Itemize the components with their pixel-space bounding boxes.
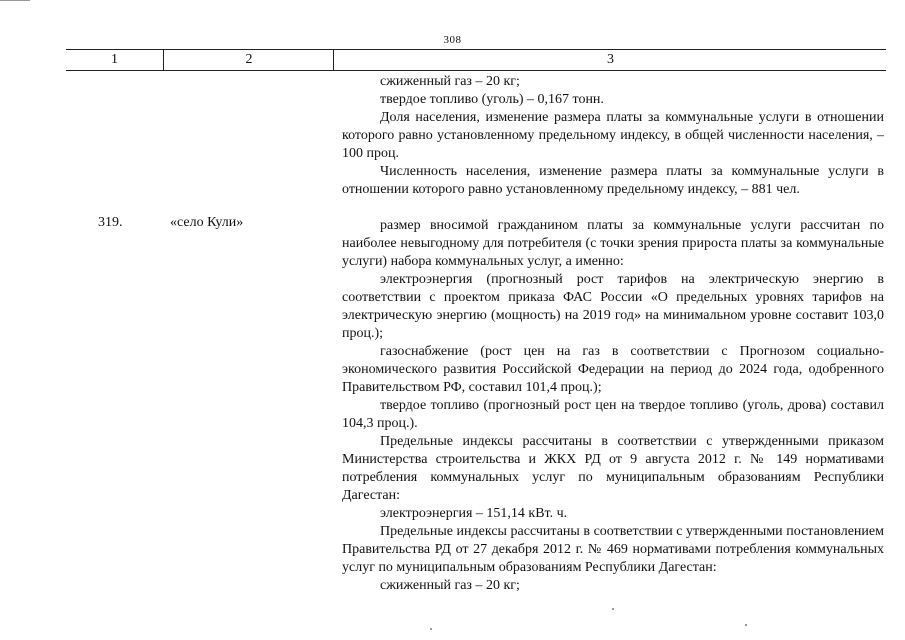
table-header-col-3: 3 xyxy=(333,50,887,70)
paragraph-payment-size: размер вносимой гражданином платы за коммунальные услуги рассчитан по наиболее невыгодному для потребителя (с точки зрения прироста платы за коммунальные услуги) набора коммунальных услуг, а именно: xyxy=(342,218,884,269)
paragraph-gas-supply: газоснабжение (рост цен на газ в соответствии с Прогнозом социально-экономического развития Российской Федерации на период до 2024 года, одобренного Правительством РФ, составил 101,4 проц.); xyxy=(342,344,884,395)
paragraph-indices-order: Предельные индексы рассчитаны в соответствии с утвержденными приказом Министерства строительства и ЖКХ РД от 9 августа 2012 г. № 149 нормативами потребления коммунальных услуг по муниципальным образованиям Республики Дагестан: xyxy=(342,434,884,503)
paragraph-liquefied-gas-norm: сжиженный газ – 20 кг; xyxy=(380,578,520,593)
table-header-row xyxy=(66,49,886,71)
paragraph-electricity-growth: электроэнергия (прогнозный рост тарифов на электрическую энергию в соответствии с проектом приказа ФАС России «О предельных уровнях тарифов на электрическую энергию (мощность) на 2019 год» на минимальном уровне составит 103,0 проц.); xyxy=(342,272,884,341)
scan-speck xyxy=(745,624,747,626)
scan-artifact-line xyxy=(0,0,30,1)
scan-speck xyxy=(430,628,432,630)
paragraph-liquefied-gas: сжиженный газ – 20 кг; xyxy=(380,74,520,89)
paragraph-solid-fuel-growth: твердое топливо (прогнозный рост цен на твердое топливо (уголь, дрова) составил 104,3 проц.). xyxy=(342,398,884,431)
table-header-col-2: 2 xyxy=(163,50,334,70)
page-number: 308 xyxy=(443,34,462,46)
paragraph-population-count: Численность населения, изменение размера платы за коммунальные услуги в отношении которого равно установленному предельному индексу, – 881 чел. xyxy=(342,164,884,197)
content-column xyxy=(342,73,884,595)
paragraph-solid-fuel: твердое топливо (уголь) – 0,167 тонн. xyxy=(380,92,604,107)
entry-name: «село Кули» xyxy=(170,215,244,230)
paragraph-indices-resolution: Предельные индексы рассчитаны в соответствии с утвержденными постановлением Правительства РД от 27 декабря 2012 г. № 469 нормативами потребления коммунальных услуг по муниципальным образованиям Республики Дагестан: xyxy=(342,524,884,575)
table-header-col-1: 1 xyxy=(111,52,118,67)
paragraph-electricity-norm: электроэнергия – 151,14 кВт. ч. xyxy=(380,506,568,521)
paragraph-population-share: Доля населения, изменение размера платы за коммунальные услуги в отношении которого равно установленному предельному индексу, в общей численности населения, – 100 проц. xyxy=(342,110,884,161)
scan-speck xyxy=(612,608,614,610)
entry-number: 319. xyxy=(98,215,123,230)
